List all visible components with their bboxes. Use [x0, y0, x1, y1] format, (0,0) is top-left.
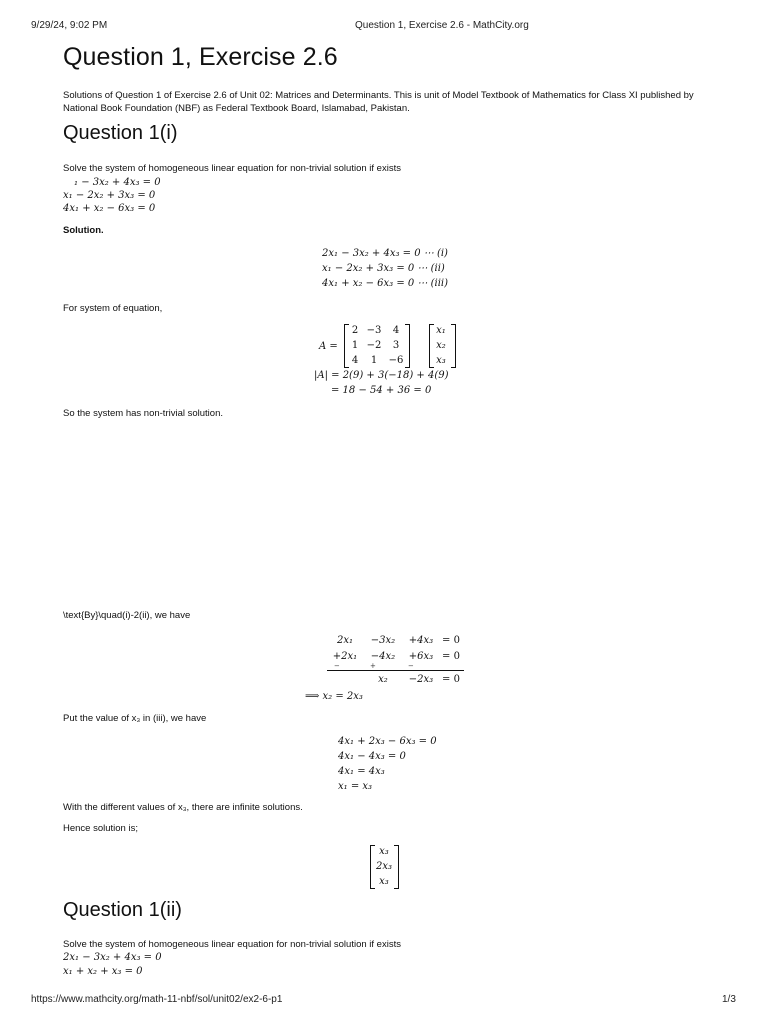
elim-r2c4: = 0	[442, 651, 460, 662]
elim-r2c1: +2x₁	[332, 651, 358, 662]
elim-r3c3: = 0	[442, 674, 460, 685]
infinite-text: With the different values of x₃, there are infinite solutions.	[63, 802, 303, 813]
matrix-cell: 3	[392, 340, 400, 351]
determinant-line-1: |A| = 2(9) + 3(−18) + 4(9)	[314, 370, 449, 381]
elim-r1c3: +4x₃	[408, 635, 434, 646]
elim-implies: ⟹ x₂ = 2x₃	[305, 691, 363, 702]
heading-q1ii: Question 1(ii)	[63, 899, 182, 921]
print-page-number: 1/3	[722, 994, 736, 1005]
intro-line-2: National Book Foundation (NBF) as Federal Textbook Board, Islamabad, Pakistan.	[63, 103, 410, 114]
elim-sign: +	[370, 662, 376, 670]
vector-cell: x₁	[436, 325, 446, 336]
by-text: \text{By}\quad(i)-2(ii), we have	[63, 610, 191, 621]
matrix-cell: 4	[351, 355, 359, 366]
sub-line-3: 4x₁ = 4x₃	[338, 766, 385, 777]
print-url: https://www.mathcity.org/math-11-nbf/sol/unit02/ex2-6-p1	[31, 994, 283, 1005]
page-title: Question 1, Exercise 2.6	[63, 43, 338, 71]
nontrivial-text: So the system has non-trivial solution.	[63, 408, 223, 419]
elim-r3c1: x₂	[378, 674, 388, 685]
eq-iii: 4x₁ + x₂ − 6x₃ = 0 ⋯ (iii)	[322, 278, 448, 289]
elim-r3c2: −2x₃	[408, 674, 434, 685]
q1i-system-eq3: 4x₁ + x₂ − 6x₃ = 0	[63, 203, 156, 214]
matrix-cell: 4	[392, 325, 400, 336]
sub-line-2: 4x₁ − 4x₃ = 0	[338, 751, 406, 762]
sub-line-1: 4x₁ + 2x₃ − 6x₃ = 0	[338, 736, 437, 747]
elim-r2c3: +6x₃	[408, 651, 434, 662]
q1ii-system-eq1: 2x₁ − 3x₂ + 4x₃ = 0	[63, 952, 162, 963]
elim-sign: −	[408, 662, 414, 670]
matrix-cell: −6	[388, 355, 404, 366]
intro-line-1: Solutions of Question 1 of Exercise 2.6 of Unit 02: Matrices and Determinants. This is unit of Model Textbook of Mathematics for Class XI published by	[63, 90, 694, 101]
elim-r1c4: = 0	[442, 635, 460, 646]
hence-text: Hence solution is;	[63, 823, 138, 834]
print-datetime: 9/29/24, 9:02 PM	[31, 20, 108, 31]
q1i-system-eq1: ₁ − 3x₂ + 4x₃ = 0	[74, 177, 161, 188]
elim-r1c2: −3x₂	[370, 635, 396, 646]
heading-q1i: Question 1(i)	[63, 122, 178, 144]
for-system-text: For system of equation,	[63, 303, 163, 314]
matrix-cell: −3	[366, 325, 382, 336]
matrix-cell: 1	[351, 340, 359, 351]
solvec-cell: x₃	[379, 876, 389, 887]
print-page-title: Question 1, Exercise 2.6 - MathCity.org	[355, 20, 529, 31]
determinant-line-2: = 18 − 54 + 36 = 0	[331, 385, 432, 396]
q1i-prompt: Solve the system of homogeneous linear equation for non-trivial solution if exists	[63, 163, 401, 174]
matrix-cell: 1	[370, 355, 378, 366]
vector-cell: x₂	[436, 340, 446, 351]
eq-ii: x₁ − 2x₂ + 3x₃ = 0 ⋯ (ii)	[322, 263, 445, 274]
put-value-text: Put the value of x₃ in (iii), we have	[63, 713, 207, 724]
elim-sign: −	[334, 662, 340, 670]
solution-label: Solution.	[63, 225, 104, 236]
eq-i: 2x₁ − 3x₂ + 4x₃ = 0 ⋯ (i)	[322, 248, 448, 259]
q1i-system-eq2: x₁ − 2x₂ + 3x₃ = 0	[63, 190, 156, 201]
matrix-cell: −2	[366, 340, 382, 351]
elim-r2c2: −4x₂	[370, 651, 396, 662]
q1ii-system-eq2: x₁ + x₂ + x₃ = 0	[63, 966, 143, 977]
solvec-cell: 2x₃	[375, 861, 392, 872]
matrix-a-label: A =	[319, 341, 338, 352]
elim-r1c1: 2x₁	[336, 635, 353, 646]
matrix-cell: 2	[351, 325, 359, 336]
elim-rule	[327, 670, 464, 671]
q1ii-prompt: Solve the system of homogeneous linear equation for non-trivial solution if exists	[63, 939, 401, 950]
solvec-cell: x₃	[379, 846, 389, 857]
vector-cell: x₃	[436, 355, 446, 366]
sub-line-4: x₁ = x₃	[338, 781, 373, 792]
